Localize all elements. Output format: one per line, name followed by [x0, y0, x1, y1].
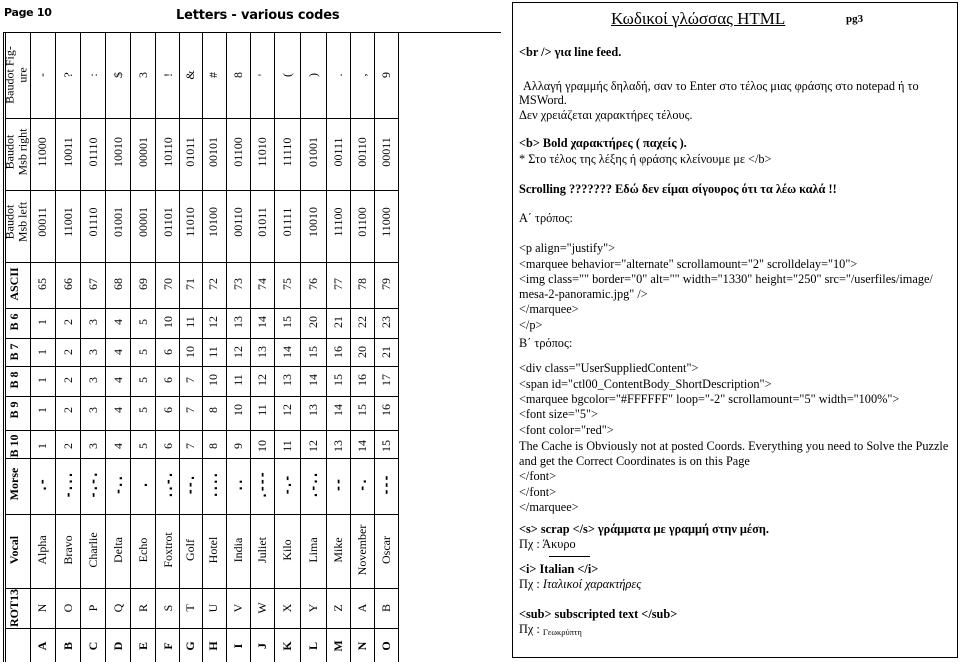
- table-column-rule: [398, 32, 399, 662]
- s-example-text: Άκυρο: [542, 537, 576, 551]
- method-a-label: Α΄ τρόπος:: [519, 211, 573, 225]
- i-tag-example: [519, 577, 641, 592]
- method-a-code-1: <p align="justify">: [519, 241, 616, 255]
- method-b-code-6: The Cache is Obviously not at posted Coords. Everything you need to Solve the Puzzle: [519, 439, 949, 453]
- table-column-rule: [300, 32, 301, 662]
- s-example-prefix: Πχ :: [519, 537, 543, 551]
- method-b-code-2: <span id="ctl00_ContentBody_ShortDescription">: [519, 377, 772, 391]
- sub-example-text: Γεωκρύπτη: [542, 627, 582, 637]
- table-column-rule: [374, 32, 375, 662]
- method-b-label: Β΄ τρόπος:: [519, 336, 573, 350]
- method-b-code-3: <marquee bgcolor="#FFFFFF" loop="-2" scrollamount="5" width="100%">: [519, 392, 900, 406]
- method-b-code-5: <font color="red">: [519, 423, 614, 437]
- i-example-text: Ιταλικοί χαρακτήρες: [542, 577, 642, 591]
- page-label: Page 10: [4, 6, 52, 19]
- table-band-rule: [5, 308, 398, 309]
- sub-example-prefix: Πχ :: [519, 622, 543, 636]
- table-column-rule: [179, 32, 180, 662]
- method-a-code-4: mesa-2-panoramic.jpg" />: [519, 287, 648, 301]
- b-tag-line: <b> Bold χαρακτήρες ( παχείς ).: [519, 136, 687, 150]
- strike-rule: [549, 556, 590, 557]
- table-band-rule: [5, 190, 398, 191]
- table-band-rule: [5, 262, 398, 263]
- letter-codes-table: [3, 32, 501, 662]
- sub-tag-example: [519, 622, 582, 637]
- s-tag-example: [519, 537, 576, 552]
- sub-tag-line: <sub> subscripted text </sub>: [519, 607, 678, 621]
- method-b-code-7: and get the Correct Coordinates is on this Page: [519, 454, 750, 468]
- method-a-code-3: <img class="" border="0" alt="" width="1330" height="250" src="/userfiles/image/: [519, 272, 933, 286]
- i-tag-line: <i> Italian </i>: [519, 562, 599, 576]
- s-tag-line: <s> scrap </s> γράμματα με γραμμή στην μέση.: [519, 522, 769, 536]
- method-a-code-2: <marquee behavior="alternate" scrollamount="2" scrolldelay="10">: [519, 257, 858, 271]
- table-column-rule: [226, 32, 227, 662]
- table-band-rule: [5, 628, 398, 629]
- table-band-rule: [5, 458, 398, 459]
- table-column-rule: [55, 32, 56, 662]
- table-column-rule: [5, 32, 6, 662]
- table-column-rule: [30, 32, 31, 662]
- br-note-2: MSWord.: [519, 93, 567, 107]
- scrolling-line: Scrolling ??????? Εδώ δεν είμαι σίγουρος ότι τα λέω καλά !!: [519, 182, 837, 196]
- table-band-rule: [5, 338, 398, 339]
- i-example-prefix: Πχ :: [519, 577, 543, 591]
- table-band-rule: [5, 588, 398, 589]
- page-title: Letters - various codes: [176, 8, 340, 23]
- table-column-rule: [80, 32, 81, 662]
- table-column-rule: [155, 32, 156, 662]
- method-a-code-5: </marquee>: [519, 302, 579, 316]
- br-note-3: Δεν χρειάζεται χαρακτήρες τέλους.: [519, 108, 693, 122]
- left-page: Page 10 Letters - various codes ROT13 Vocal Morse B 10 B 9 B 8 B 7 B 6 ASCII Baudot Msb left Baudot Msb right Baudot Fig- ure A N Alpha .- 1 1 1 1 1 65 00011 11000 - B O Bravo -... 2 2 2 2 2 66 11001 10011 ? C P Charlie -.-. 3 3 3 3 3 67 01110 01110 : D Q Delta -.. 4 4 4 4 4 68 01001 10010 $ E R Echo . 5 5 5 5 5 69 00001 00001 3 F S Foxtrot ..-. 6 6 6 6 10 70 01101 10110 ! G T Golf --. 7 7 7 10 11 71 11010 01011 & H U Hotel .... 8 8 10 11 12 72 10100 00101 # I V India .. 9 10 11 12 13 73 00110 01100 8 J W Juliet .--- 10 11 12 13 14 74 01011 11010 ' K X Kilo -.- 11 12 13 14 15 75 01111 11110 ( L Y Lima .-.. 12 13 14 15 20 76 10010 01001 ) M Z Mike -- 13 14 15 16 21 77 11100 00111 . N A November -. 14 15 16 20 22 78 01100 00110 , O B Oscar --- 15 16 17 21 23 79 11000 00011 9: [0, 0, 506, 662]
- table-column-rule: [326, 32, 327, 662]
- br-tag-line: <br /> για line feed.: [519, 45, 622, 59]
- method-b-code-1: <div class="UserSuppliedContent">: [519, 361, 699, 375]
- table-column-rule: [202, 32, 203, 662]
- method-b-code-4: <font size="5">: [519, 407, 598, 421]
- page-number: pg3: [846, 13, 864, 25]
- html-codes-title: Κωδικοί γλώσσας HTML: [611, 9, 786, 28]
- method-b-code-9: </font>: [519, 485, 557, 499]
- method-a-code-6: </p>: [519, 318, 543, 332]
- table-column-rule: [250, 32, 251, 662]
- table-band-rule: [5, 366, 398, 367]
- table-column-rule: [350, 32, 351, 662]
- table-column-rule: [105, 32, 106, 662]
- table-band-rule: [5, 118, 398, 119]
- br-note-1: Αλλαγή γραμμής δηλαδή, σαν το Enter στο τέλος μιας φράσης στο notepad ή το: [523, 79, 919, 93]
- table-band-rule: [5, 430, 398, 431]
- method-b-code-8: </font>: [519, 469, 557, 483]
- table-column-rule: [130, 32, 131, 662]
- right-page: [512, 2, 958, 658]
- table-column-rule: [274, 32, 275, 662]
- b-tag-note: * Στο τέλος της λέξης ή φράσης κλείνουμε με </b>: [519, 152, 772, 166]
- method-b-code-10: </marquee>: [519, 500, 579, 514]
- table-band-rule: [5, 396, 398, 397]
- table-band-rule: [5, 514, 398, 515]
